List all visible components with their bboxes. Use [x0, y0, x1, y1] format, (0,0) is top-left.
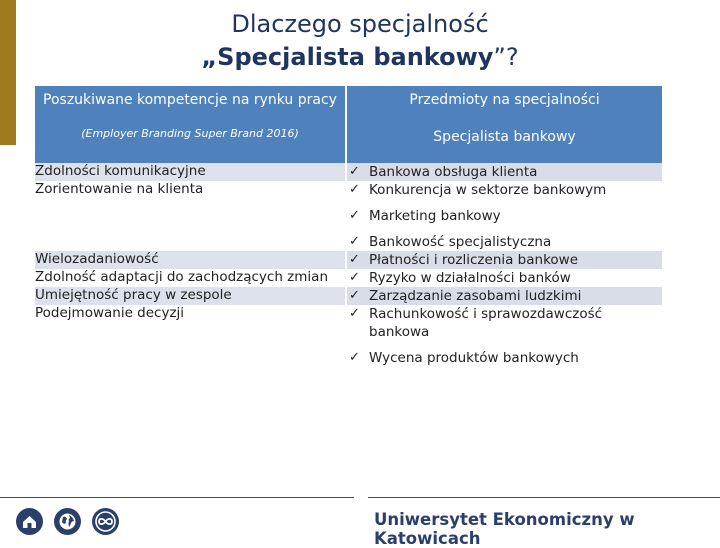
subject-item: [347, 269, 662, 287]
table-row: [35, 305, 662, 367]
subject-item: [347, 233, 662, 251]
checkmark-icon: ✓: [349, 208, 360, 223]
competence-label: Zdolność adaptacji do zachodzących zmian: [35, 269, 328, 285]
table-row: [35, 269, 662, 287]
header-source: (Employer Branding Super Brand 2016): [81, 127, 299, 140]
subject-item: [347, 251, 662, 269]
subject-item: [347, 305, 662, 341]
checkmark-icon: ✓: [349, 234, 360, 249]
university-name: Uniwersytet Ekonomiczny w Katowicach: [374, 510, 635, 548]
competence-cell: [35, 163, 347, 181]
subject-label: Bankowość specjalistyczna: [369, 234, 552, 250]
title-specialty: „Specjalista bankowy: [201, 43, 494, 71]
subject-item: [347, 207, 662, 225]
competence-cell: [35, 287, 347, 305]
globe-icon[interactable]: [54, 508, 81, 535]
footer-divider: [0, 497, 720, 498]
checkmark-icon: ✓: [349, 350, 360, 365]
checkmark-icon: ✓: [349, 306, 360, 321]
subject-label: Płatności i rozliczenia bankowe: [369, 252, 579, 268]
subjects-cell: [347, 181, 662, 251]
subjects-cell: [347, 251, 662, 269]
infinity-icon[interactable]: [92, 508, 119, 535]
subject-label: Ryzyko w działalności banków: [369, 270, 571, 286]
table-row: [35, 251, 662, 269]
subjects-cell: [347, 287, 662, 305]
slide-title: [0, 8, 720, 74]
subjects-cell: [347, 269, 662, 287]
header-subjects: [347, 86, 662, 163]
checkmark-icon: ✓: [349, 252, 360, 267]
subject-label: Konkurencja w sektorze bankowym: [369, 182, 607, 198]
header-competences: [35, 86, 347, 163]
subject-item: [347, 181, 662, 199]
competence-label: Zdolności komunikacyjne: [35, 163, 206, 179]
title-line-2: [0, 41, 720, 74]
header-subjects-label: Przedmioty na specjalności: [409, 92, 600, 108]
subject-item: [347, 349, 662, 367]
competence-cell: [35, 269, 347, 287]
subject-label: Wycena produktów bankowych: [369, 350, 579, 366]
table-row: [35, 163, 662, 181]
subject-label: Marketing bankowy: [369, 208, 501, 224]
subject-item: [347, 287, 662, 305]
title-question: ”?: [493, 43, 519, 71]
competence-label: Podejmowanie decyzji: [35, 305, 185, 321]
home-icon[interactable]: [16, 508, 43, 535]
table-header-row: [35, 86, 662, 163]
checkmark-icon: ✓: [349, 182, 360, 197]
competence-label: Zorientowanie na klienta: [35, 181, 204, 197]
subject-label: Rachunkowość i sprawozdawczość bankowa: [369, 306, 603, 340]
subject-label: Zarządzanie zasobami ludzkimi: [369, 288, 582, 304]
checkmark-icon: ✓: [349, 270, 360, 285]
title-line-1: Dlaczego specjalność: [231, 10, 489, 38]
subjects-cell: [347, 305, 662, 367]
competence-cell: [35, 181, 347, 251]
competence-label: Wielozadaniowość: [35, 251, 159, 267]
table-row: [35, 181, 662, 251]
table-row: [35, 287, 662, 305]
subjects-cell: [347, 163, 662, 181]
competences-table: [35, 86, 662, 367]
table-body: [35, 163, 662, 367]
competence-cell: [35, 305, 347, 367]
header-competences-label: Poszukiwane kompetencje na rynku pracy: [43, 92, 337, 108]
competence-cell: [35, 251, 347, 269]
header-specialty: Specjalista bankowy: [433, 129, 576, 145]
subject-label: Bankowa obsługa klienta: [369, 164, 538, 180]
checkmark-icon: ✓: [349, 164, 360, 179]
subject-item: [347, 163, 662, 181]
checkmark-icon: ✓: [349, 288, 360, 303]
competence-label: Umiejętność pracy w zespole: [35, 287, 232, 303]
